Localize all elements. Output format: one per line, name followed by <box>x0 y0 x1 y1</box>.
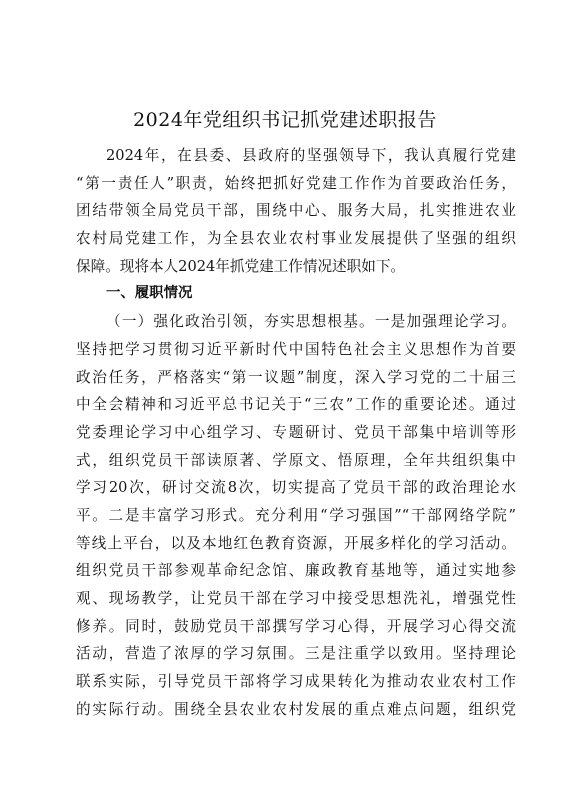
paragraph-line: “第一责任人”职责，始终把抓好党建工作作为首要政治任务， <box>76 174 516 192</box>
paragraph-line: 活动，营造了浓厚的学习氛围。三是注重学以致用。坚持理论 <box>76 645 516 663</box>
paragraph-line: 农村局党建工作，为全县农业农村事业发展提供了坚强的组织 <box>76 230 516 248</box>
paragraph-line: 的实际行动。围绕全县农业农村发展的重点难点问题，组织党 <box>76 700 516 718</box>
paragraph-line: 2024年，在县委、县政府的坚强领导下，我认真履行党建 <box>106 147 516 164</box>
paragraph-line: 联系实际，引导党员干部将学习成果转化为推动农业农村工作 <box>76 673 516 691</box>
paragraph-line: 保障。现将本人2024年抓党建工作情况述职如下。 <box>76 257 406 275</box>
paragraph-line: 中全会精神和习近平总书记关于“三农”工作的重要论述。通过 <box>76 396 516 414</box>
paragraph-line: 政治任务，严格落实“第一议题”制度，深入学习党的二十届三 <box>76 368 516 386</box>
paragraph-line: 式，组织党员干部读原著、学原文、悟原理，全年共组织集中 <box>76 451 516 469</box>
paragraph-line: 组织党员干部参观革命纪念馆、廉政教育基地等，通过实地参 <box>76 562 516 580</box>
paragraph-line: 修养。同时，鼓励党员干部撰写学习心得，开展学习心得交流 <box>76 617 516 635</box>
paragraph-line: 观、现场教学，让党员干部在学习中接受思想洗礼，增强党性 <box>76 590 516 607</box>
section-heading: 一、履职情况 <box>106 285 193 302</box>
document-title: 2024年党组织书记抓党建述职报告 <box>133 109 437 131</box>
paragraph-line: （一）强化政治引领，夯实思想根基。一是加强理论学习。 <box>106 313 516 331</box>
paragraph-line: 学习20次，研讨交流8次，切实提高了党员干部的政治理论水 <box>76 479 516 497</box>
paragraph-line: 等线上平台，以及本地红色教育资源，开展多样化的学习活动。 <box>76 534 516 552</box>
paragraph-line: 坚持把学习贯彻习近平新时代中国特色社会主义思想作为首要 <box>76 340 516 358</box>
paragraph-line: 团结带领全局党员干部，围绕中心、服务大局，扎实推进农业 <box>76 202 516 220</box>
document-body <box>76 142 516 723</box>
paragraph-line: 党委理论学习中心组学习、专题研讨、党员干部集中培训等形 <box>76 423 516 441</box>
paragraph-line: 平。二是丰富学习形式。充分利用“学习强国”“干部网络学院” <box>76 506 516 524</box>
